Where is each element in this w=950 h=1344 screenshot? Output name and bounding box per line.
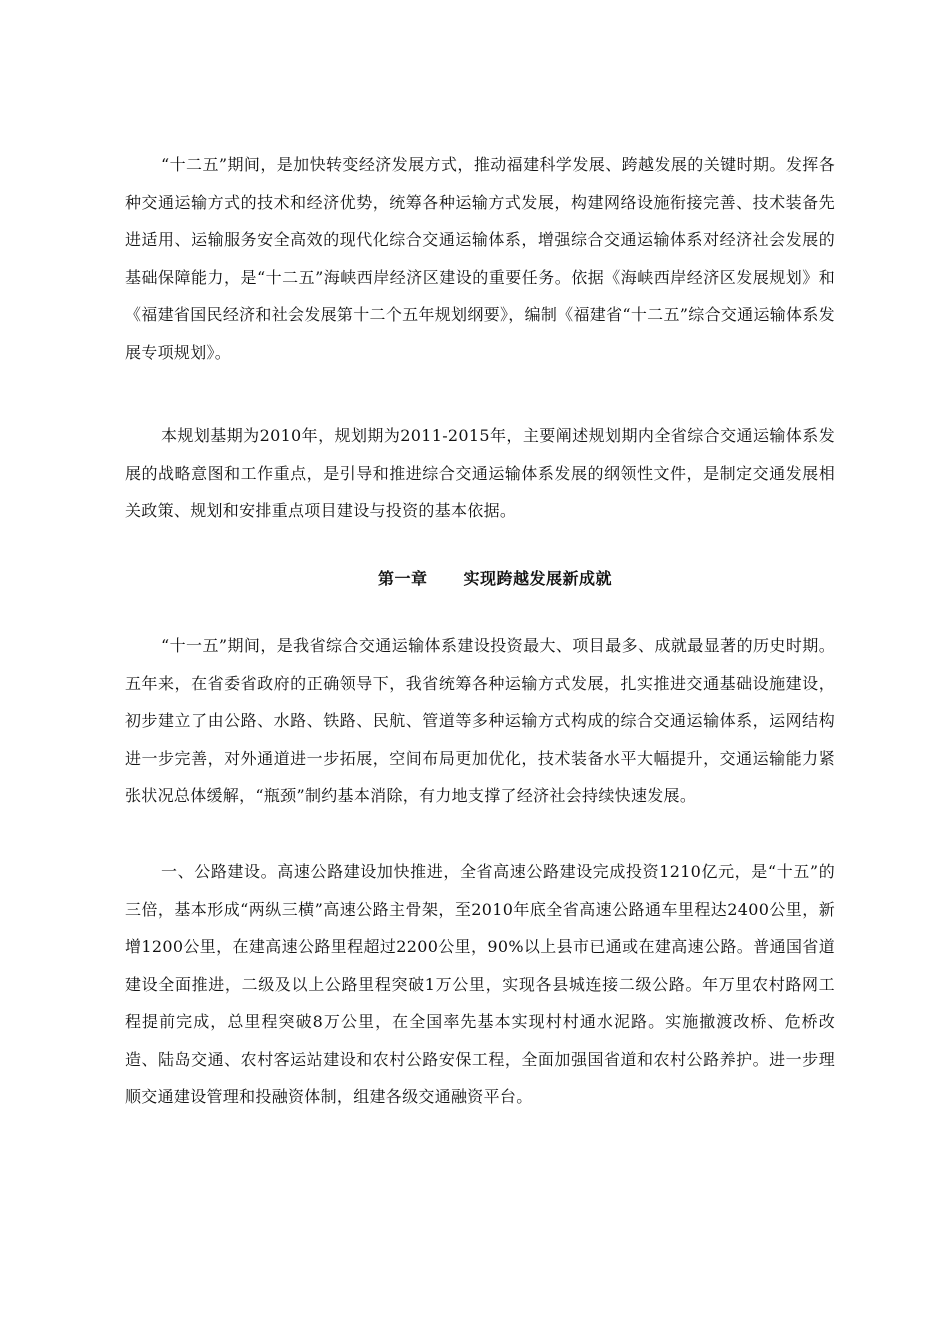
scope-paragraph: 本规划基期为2010年，规划期为2011-2015年，主要阐述规划期内全省综合交通运输体系发展的战略意图和工作重点，是引导和推进综合交通运输体系发展的纲领性文件，是制定交通发展相关政策、规划和安排重点项目建设与投资的基本依据。 — [125, 426, 835, 520]
chapter-title: 实现跨越发展新成就 — [463, 569, 613, 588]
chapter-heading — [0, 564, 950, 594]
chapter-intro-paragraph: “十一五”期间，是我省综合交通运输体系建设投资最大、项目最多、成就最显著的历史时期。五年来，在省委省政府的正确领导下，我省统筹各种运输方式发展，扎实推进交通基础设施建设，初步建立了由公路、水路、铁路、民航、管道等多种运输方式构成的综合交通运输体系，运网结构进一步完善，对外通道进一步拓展，空间布局更加优化，技术装备水平大幅提升，交通运输能力紧张状况总体缓解，“瓶颈”制约基本消除，有力地支撑了经济社会持续快速发展。 — [125, 636, 835, 805]
intro-paragraph: “十二五”期间，是加快转变经济发展方式，推动福建科学发展、跨越发展的关键时期。发挥各种交通运输方式的技术和经济优势，统筹各种运输方式发展，构建网络设施衔接完善、技术装备先进适用、运输服务安全高效的现代化综合交通运输体系，增强综合交通运输体系对经济社会发展的基础保障能力，是“十二五”海峡西岸经济区建设的重要任务。依据《海峡西岸经济区发展规划》和《福建省国民经济和社会发展第十二个五年规划纲要》，编制《福建省“十二五”综合交通运输体系发展专项规划》。 — [125, 155, 835, 362]
highway-paragraph: 一、公路建设。高速公路建设加快推进，全省高速公路建设完成投资1210亿元，是“十五”的三倍，基本形成“两纵三横”高速公路主骨架，至2010年底全省高速公路通车里程达2400公里，新增1200公里，在建高速公路里程超过2200公里，90%以上县市已通或在建高速公路。普通国省道建设全面推进，二级及以上公路里程突破1万公里，实现各县城连接二级公路。年万里农村路网工程提前完成，总里程突破8万公里，在全国率先基本实现村村通水泥路。实施撤渡改桥、危桥改造、陆岛交通、农村客运站建设和农村公路安保工程，全面加强国省道和农村公路养护。进一步理顺交通建设管理和投融资体制，组建各级交通融资平台。 — [125, 862, 835, 1106]
chapter-number: 第一章 — [377, 569, 428, 588]
